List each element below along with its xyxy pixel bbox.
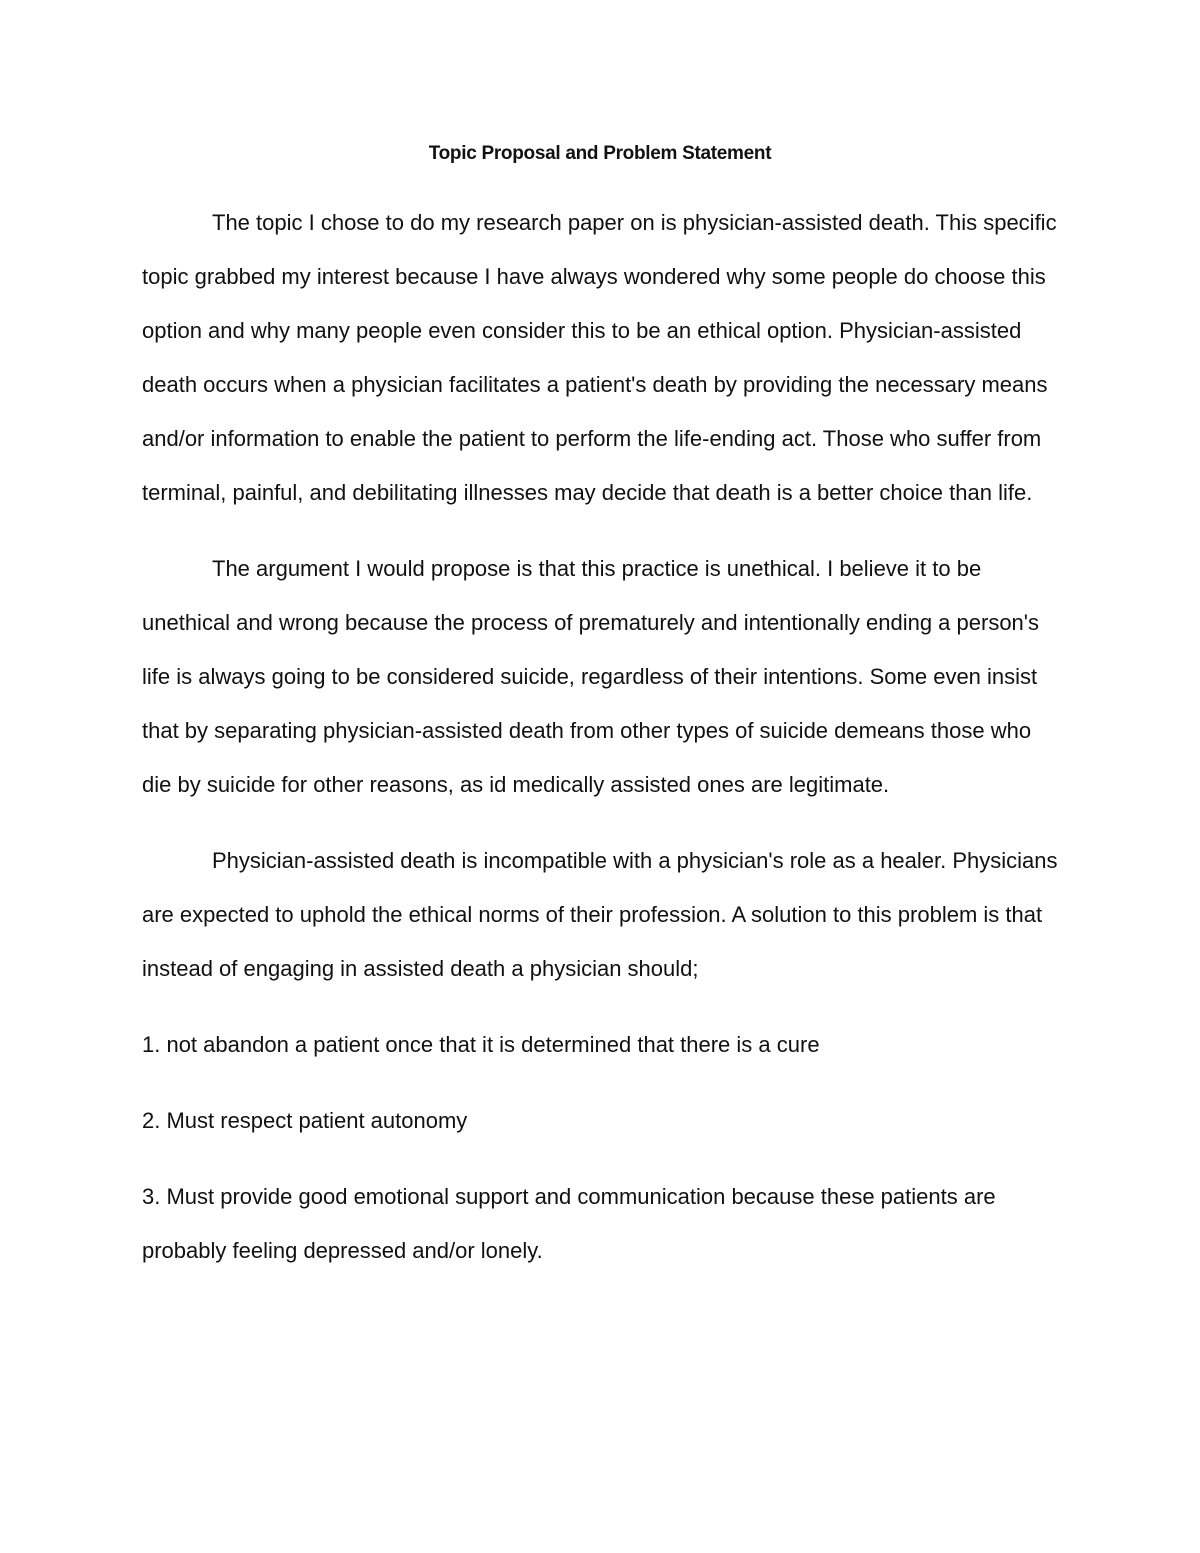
list-item: 3. Must provide good emotional support and communication because these patients are probably feeling depressed and/or lonely. <box>142 1184 996 1263</box>
solution-list <box>142 1018 1062 1278</box>
list-item: 1. not abandon a patient once that it is determined that there is a cure <box>142 1032 820 1057</box>
list-item: 2. Must respect patient autonomy <box>142 1108 468 1133</box>
paragraph-topic: The topic I chose to do my research paper on is physician-assisted death. This specific topic grabbed my interest because I have always wondered why some people do choose this option and why many people even consider this to be an ethical option. Physician-assisted death occurs when a physician facilitates a patient's death by providing the necessary means and/or information to enable the patient to perform the life-ending act. Those who suffer from terminal, painful, and debilitating illnesses may decide that death is a better choice than life. <box>142 210 1057 505</box>
paragraph-argument: The argument I would propose is that this practice is unethical. I believe it to be unethical and wrong because the process of prematurely and intentionally ending a person's life is always going to be considered suicide, regardless of their intentions. Some even insist that by separating physician-assisted death from other types of suicide demeans those who die by suicide for other reasons, as id medically assisted ones are legitimate. <box>142 556 1039 797</box>
paragraph-solution: Physician-assisted death is incompatible with a physician's role as a healer. Physicians are expected to uphold the ethical norms of their profession. A solution to this problem is that instead of engaging in assisted death a physician should; <box>142 848 1058 981</box>
document-body <box>142 196 1062 1278</box>
document-title: Topic Proposal and Problem Statement <box>428 143 772 164</box>
